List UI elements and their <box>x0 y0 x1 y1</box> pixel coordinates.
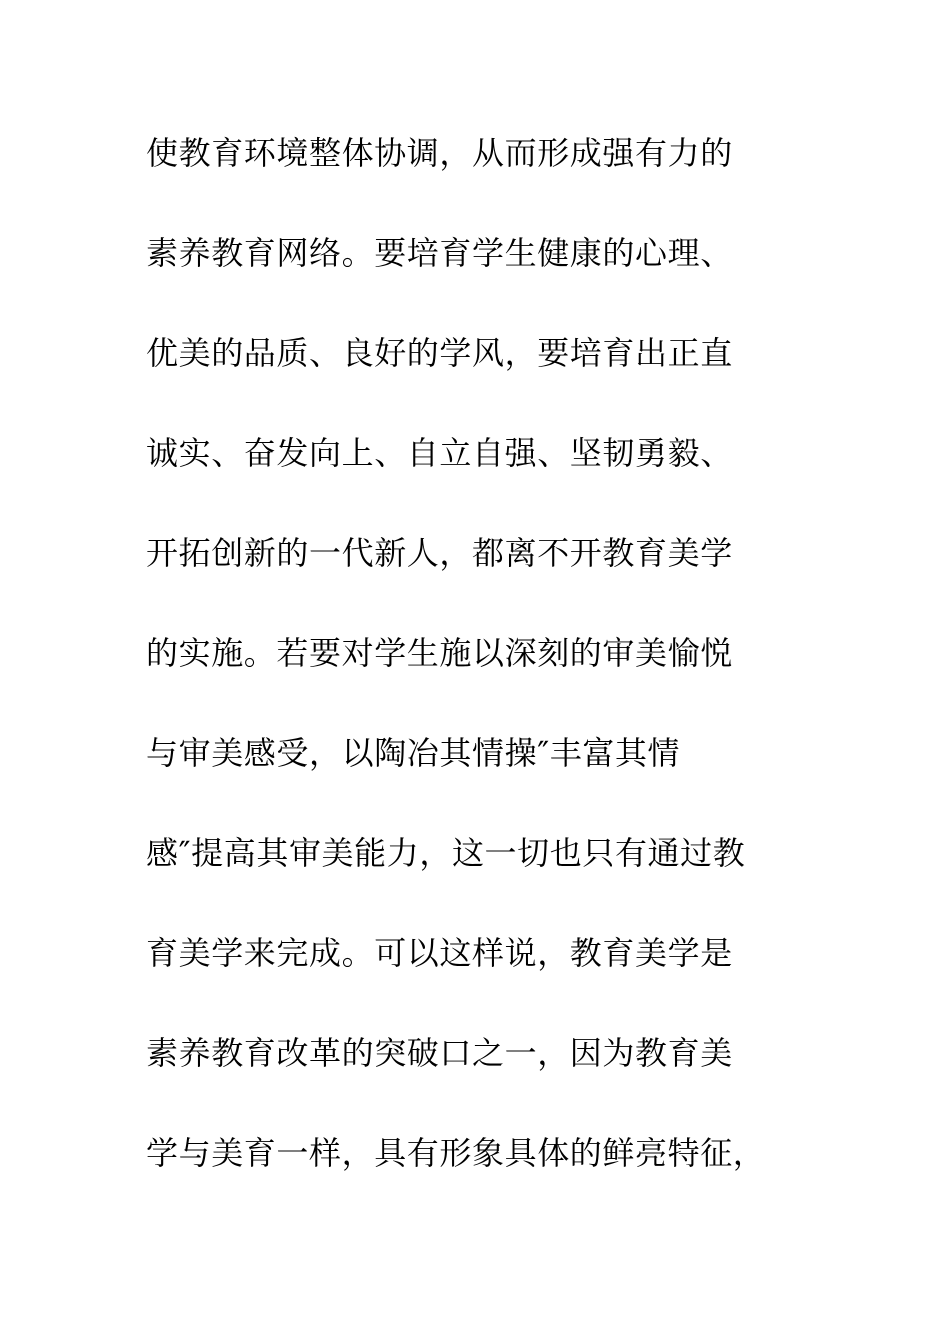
text-line: 学与美育一样，具有形象具体的鲜亮特征， <box>146 1134 766 1172</box>
text-line: 优美的品质、良好的学风，要培育出正直 <box>146 334 733 372</box>
text-line: 素养教育网络。要培育学生健康的心理、 <box>146 234 733 272</box>
text-line: 使教育环境整体协调，从而形成强有力的 <box>146 134 733 172</box>
body-text <box>146 126 826 1226</box>
text-line: 素养教育改革的突破口之一，因为教育美 <box>146 1034 733 1072</box>
text-line: 开拓创新的一代新人，都离不开教育美学 <box>146 534 733 572</box>
text-line: 感″提高其审美能力，这一切也只有通过教 <box>146 834 746 872</box>
text-line: 的实施。若要对学生施以深刻的审美愉悦 <box>146 634 733 672</box>
text-line: 育美学来完成。可以这样说，教育美学是 <box>146 934 733 972</box>
text-line: 与审美感受，以陶冶其情操″丰富其情 <box>146 734 681 772</box>
text-line: 诚实、奋发向上、自立自强、坚韧勇毅、 <box>146 434 733 472</box>
